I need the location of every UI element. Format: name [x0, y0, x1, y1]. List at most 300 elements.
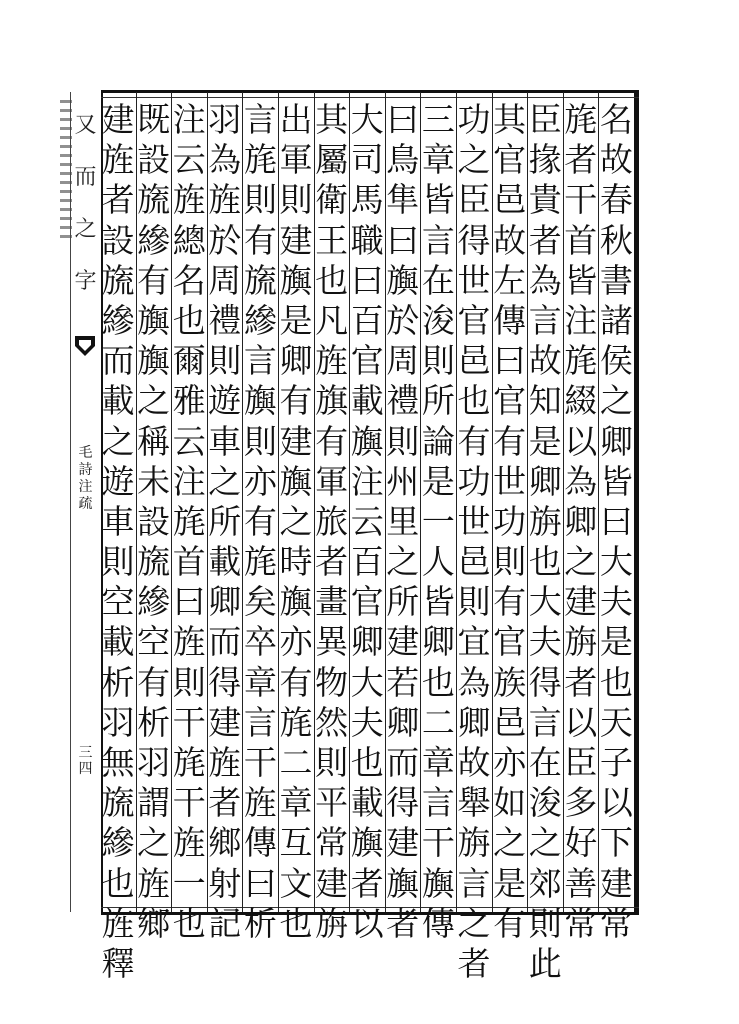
column-character: 馬: [350, 180, 384, 220]
column-character: 屬: [315, 140, 349, 180]
column-character: 縿: [243, 300, 277, 340]
gutter-top-character: 而: [74, 165, 97, 190]
column-character: 首: [564, 220, 598, 260]
column-character: 夫: [350, 702, 384, 742]
column-character: 百: [350, 542, 384, 582]
column-character: 卿: [528, 461, 562, 501]
column-character: 是: [279, 300, 313, 340]
column-character: 既: [137, 100, 171, 139]
column-character: 為: [457, 662, 491, 702]
column-character: 則: [493, 542, 527, 582]
column-character: 名: [172, 260, 206, 300]
column-character: 為: [564, 461, 598, 501]
column-character: 常: [564, 903, 598, 943]
column-character: 曰: [172, 582, 206, 622]
column-character: 縿: [137, 582, 171, 622]
column-character: 車: [208, 421, 242, 461]
column-character: 為: [528, 260, 562, 300]
column-character: 禮: [208, 300, 242, 340]
column-character: 無: [101, 743, 135, 782]
column-character: 設: [101, 220, 135, 260]
column-character: 大: [350, 662, 384, 702]
column-rule: [314, 92, 315, 912]
column-character: 卿: [208, 582, 242, 622]
column-character: 旟: [137, 300, 171, 340]
column-character: 時: [279, 542, 313, 582]
column-character: 綴: [564, 381, 598, 421]
column-character: 者: [101, 180, 135, 220]
column-character: 空: [101, 582, 135, 622]
column-character: 故: [493, 220, 527, 260]
column-character: 者: [350, 863, 384, 903]
column-character: 載: [101, 381, 135, 421]
column-character: 曰: [386, 220, 420, 260]
column-character: 以: [350, 903, 384, 943]
column-rule: [207, 92, 208, 912]
column-character: 司: [350, 140, 384, 180]
column-character: 有: [493, 421, 527, 461]
column-character: 云: [350, 501, 384, 541]
column-character: 云: [172, 140, 206, 180]
column-character: 浚: [421, 300, 455, 340]
column-character: 夫: [599, 582, 633, 622]
column-character: 名: [599, 100, 633, 139]
column-character: 旒: [137, 180, 171, 220]
column-character: 有: [457, 421, 491, 461]
column-character: 世: [457, 501, 491, 541]
column-character: 傳: [243, 823, 277, 863]
column-character: 則: [528, 903, 562, 943]
title-character: 注: [78, 479, 93, 495]
column-character: 之: [493, 823, 527, 863]
column-character: 官: [350, 582, 384, 622]
column-character: 旄: [564, 341, 598, 381]
column-character: 之: [457, 903, 491, 943]
column-character: 旟: [386, 260, 420, 300]
column-character: 在: [528, 743, 562, 782]
column-character: 皆: [564, 260, 598, 300]
column-character: 功: [457, 100, 491, 139]
column-character: 未: [137, 461, 171, 501]
column-character: 章: [279, 783, 313, 823]
column-character: 旌: [243, 783, 277, 823]
column-character: 得: [386, 783, 420, 823]
column-character: 邑: [457, 341, 491, 381]
column-character: 皆: [421, 582, 455, 622]
column-character: 遊: [208, 381, 242, 421]
column-character: 亦: [493, 743, 527, 782]
column-character: 旄: [564, 100, 598, 139]
column-character: 侯: [599, 341, 633, 381]
column-character: 總: [172, 220, 206, 260]
column-character: 者: [528, 220, 562, 260]
column-character: 有: [137, 662, 171, 702]
column-character: 秋: [599, 220, 633, 260]
column-character: 者: [457, 943, 491, 983]
column-character: 設: [137, 140, 171, 180]
column-character: 也: [315, 260, 349, 300]
column-character: 建: [386, 823, 420, 863]
column-character: 干: [421, 823, 455, 863]
column-character: 旟: [350, 421, 384, 461]
column-character: 言: [421, 220, 455, 260]
column-character: 言: [243, 702, 277, 742]
column-character: 建: [564, 582, 598, 622]
column-character: 設: [137, 501, 171, 541]
column-character: 者: [386, 903, 420, 943]
column-character: 隼: [386, 180, 420, 220]
column-character: 曰: [386, 100, 420, 139]
frame-inner-top-rule: [101, 97, 639, 98]
column-character: 則: [386, 421, 420, 461]
column-character: 以: [564, 421, 598, 461]
column-character: 卒: [243, 622, 277, 662]
column-character: 以: [599, 783, 633, 823]
column-character: 旄: [172, 743, 206, 782]
column-character: 皆: [599, 461, 633, 501]
column-character: 得: [528, 662, 562, 702]
column-character: 旗: [315, 381, 349, 421]
column-character: 所: [421, 381, 455, 421]
column-character: 旌: [101, 140, 135, 180]
column-character: 旌: [208, 180, 242, 220]
column-character: 旒: [137, 542, 171, 582]
column-character: 注: [172, 461, 206, 501]
column-character: 有: [279, 662, 313, 702]
column-character: 干: [172, 702, 206, 742]
column-character: 有: [279, 381, 313, 421]
column-character: 之: [137, 381, 171, 421]
column-rule: [527, 92, 528, 912]
column-character: 為: [208, 140, 242, 180]
column-character: 出: [279, 100, 313, 139]
column-character: 旟: [243, 381, 277, 421]
column-character: 爾: [172, 341, 206, 381]
column-character: 之: [101, 421, 135, 461]
column-character: 宜: [457, 622, 491, 662]
column-character: 多: [564, 783, 598, 823]
column-character: 異: [315, 622, 349, 662]
column-character: 亦: [243, 461, 277, 501]
column-character: 曰: [350, 260, 384, 300]
column-character: 在: [421, 260, 455, 300]
column-character: 大: [350, 100, 384, 139]
column-character: 卿: [350, 622, 384, 662]
column-character: 析: [101, 662, 135, 702]
column-character: 干: [243, 743, 277, 782]
column-character: 此: [528, 943, 562, 983]
column-rule: [492, 92, 493, 912]
column-character: 好: [564, 823, 598, 863]
column-character: 建: [386, 622, 420, 662]
column-character: 之: [137, 823, 171, 863]
column-character: 世: [457, 260, 491, 300]
column-character: 旟: [279, 260, 313, 300]
column-character: 則: [208, 341, 242, 381]
column-character: 旌: [101, 903, 135, 943]
column-character: 子: [599, 743, 633, 782]
column-character: 旄: [172, 501, 206, 541]
column-character: 稱: [137, 421, 171, 461]
column-character: 大: [528, 582, 562, 622]
column-character: 邑: [457, 542, 491, 582]
column-character: 然: [315, 702, 349, 742]
column-character: 旒: [243, 260, 277, 300]
column-character: 王: [315, 220, 349, 260]
column-character: 舉: [457, 783, 491, 823]
column-character: 天: [599, 702, 633, 742]
column-character: 析: [243, 903, 277, 943]
column-character: 建: [279, 421, 313, 461]
column-character: 建: [101, 100, 135, 139]
column-character: 旒: [101, 783, 135, 823]
title-character: 疏: [78, 496, 93, 512]
column-character: 旟: [350, 823, 384, 863]
column-character: 也: [101, 863, 135, 903]
column-character: 章: [421, 140, 455, 180]
column-character: 旟: [279, 461, 313, 501]
column-character: 郊: [528, 863, 562, 903]
column-character: 軍: [315, 461, 349, 501]
column-character: 周: [208, 260, 242, 300]
column-character: 則: [172, 662, 206, 702]
column-character: 注: [350, 461, 384, 501]
column-character: 所: [208, 501, 242, 541]
column-character: 記: [208, 903, 242, 943]
column-character: 者: [564, 662, 598, 702]
column-rule: [420, 92, 421, 912]
column-character: 言: [528, 702, 562, 742]
column-character: 雅: [172, 381, 206, 421]
column-character: 建: [208, 702, 242, 742]
column-character: 卿: [421, 622, 455, 662]
column-character: 也: [172, 903, 206, 943]
column-character: 遊: [101, 461, 135, 501]
column-character: 也: [279, 903, 313, 943]
column-character: 人: [421, 542, 455, 582]
column-character: 里: [386, 501, 420, 541]
column-character: 注: [564, 300, 598, 340]
column-character: 世: [493, 461, 527, 501]
column-character: 載: [350, 783, 384, 823]
column-character: 功: [493, 501, 527, 541]
column-character: 旌: [315, 341, 349, 381]
column-character: 羽: [208, 100, 242, 139]
column-character: 旄: [279, 702, 313, 742]
column-character: 周: [386, 341, 420, 381]
column-character: 也: [421, 662, 455, 702]
column-character: 旟: [386, 863, 420, 903]
column-character: 臣: [564, 743, 598, 782]
column-character: 者: [315, 542, 349, 582]
column-rule: [278, 92, 279, 912]
column-character: 所: [386, 582, 420, 622]
column-character: 皆: [421, 180, 455, 220]
column-rule: [456, 92, 457, 912]
column-character: 春: [599, 180, 633, 220]
column-character: 旄: [243, 140, 277, 180]
column-character: 縿: [101, 823, 135, 863]
column-character: 矣: [243, 582, 277, 622]
column-character: 羽: [101, 702, 135, 742]
column-character: 也: [457, 381, 491, 421]
column-character: 一: [421, 501, 455, 541]
column-character: 空: [137, 622, 171, 662]
column-character: 干: [564, 180, 598, 220]
column-character: 卿: [599, 421, 633, 461]
column-character: 旒: [101, 260, 135, 300]
column-character: 常: [315, 823, 349, 863]
column-character: 旄: [243, 542, 277, 582]
column-character: 左: [493, 260, 527, 300]
column-character: 旌: [137, 863, 171, 903]
column-character: 言: [421, 783, 455, 823]
column-character: 有: [243, 501, 277, 541]
column-character: 之: [599, 381, 633, 421]
title-character: 詩: [78, 462, 93, 478]
column-character: 是: [528, 421, 562, 461]
column-character: 卿: [457, 702, 491, 742]
column-character: 大: [599, 542, 633, 582]
column-character: 官: [493, 140, 527, 180]
column-character: 知: [528, 381, 562, 421]
column-character: 二: [279, 743, 313, 782]
gutter-top-character: 之: [74, 217, 97, 242]
column-character: 臣: [457, 180, 491, 220]
column-character: 其: [315, 100, 349, 139]
column-character: 以: [564, 702, 598, 742]
column-character: 羽: [137, 743, 171, 782]
column-character: 官: [350, 341, 384, 381]
column-character: 曰: [243, 863, 277, 903]
column-character: 貴: [528, 180, 562, 220]
column-character: 職: [350, 220, 384, 260]
column-character: 則: [421, 341, 455, 381]
column-character: 傳: [421, 903, 455, 943]
column-character: 也: [528, 542, 562, 582]
column-character: 也: [599, 662, 633, 702]
column-character: 夫: [528, 622, 562, 662]
page-number-character: 三: [78, 745, 93, 761]
column-character: 有: [243, 220, 277, 260]
column-character: 論: [421, 421, 455, 461]
column-character: 而: [386, 743, 420, 782]
column-character: 官: [493, 622, 527, 662]
column-character: 鳥: [386, 140, 420, 180]
gutter-top-character: 又: [74, 113, 97, 138]
column-character: 言: [243, 341, 277, 381]
column-character: 謂: [137, 783, 171, 823]
column-character: 平: [315, 783, 349, 823]
column-character: 一: [172, 863, 206, 903]
column-character: 有: [137, 260, 171, 300]
column-character: 章: [243, 662, 277, 702]
column-character: 旟: [137, 341, 171, 381]
column-character: 旃: [457, 823, 491, 863]
column-character: 云: [172, 421, 206, 461]
column-character: 之: [528, 823, 562, 863]
column-character: 浚: [528, 783, 562, 823]
column-character: 卿: [386, 702, 420, 742]
column-rule: [136, 92, 137, 912]
column-character: 載: [350, 381, 384, 421]
column-character: 曰: [599, 501, 633, 541]
column-character: 卿: [564, 501, 598, 541]
gutter-top-character: 字: [74, 269, 97, 294]
column-character: 旃: [564, 622, 598, 662]
column-character: 官: [457, 300, 491, 340]
column-character: 故: [528, 341, 562, 381]
column-character: 掾: [528, 140, 562, 180]
column-character: 建: [279, 220, 313, 260]
column-character: 凡: [315, 300, 349, 340]
column-character: 析: [137, 702, 171, 742]
column-character: 旃: [528, 501, 562, 541]
column-character: 百: [350, 300, 384, 340]
column-rule: [563, 92, 564, 912]
column-character: 言: [528, 300, 562, 340]
column-character: 旌: [172, 622, 206, 662]
column-character: 故: [599, 140, 633, 180]
column-character: 鄉: [208, 823, 242, 863]
column-character: 也: [350, 743, 384, 782]
column-character: 於: [386, 300, 420, 340]
column-character: 曰: [493, 341, 527, 381]
column-character: 干: [172, 783, 206, 823]
column-character: 互: [279, 823, 313, 863]
column-character: 旌: [172, 180, 206, 220]
column-character: 是: [421, 461, 455, 501]
column-character: 而: [208, 622, 242, 662]
column-character: 首: [172, 542, 206, 582]
column-character: 軍: [279, 140, 313, 180]
column-character: 之: [386, 542, 420, 582]
title-character: 毛: [78, 445, 93, 461]
column-character: 邑: [493, 702, 527, 742]
column-character: 其: [493, 100, 527, 139]
column-character: 旌: [172, 823, 206, 863]
column-character: 有: [493, 582, 527, 622]
column-character: 旟: [421, 863, 455, 903]
column-character: 禮: [386, 381, 420, 421]
text-column-15: [90, 100, 146, 983]
column-character: 物: [315, 662, 349, 702]
column-character: 注: [172, 100, 206, 139]
column-rule: [598, 92, 599, 912]
column-character: 諸: [599, 300, 633, 340]
column-character: 者: [208, 783, 242, 823]
column-character: 建: [599, 863, 633, 903]
column-character: 州: [386, 461, 420, 501]
column-character: 文: [279, 863, 313, 903]
column-character: 三: [421, 100, 455, 139]
column-rule: [349, 92, 350, 912]
column-character: 是: [599, 622, 633, 662]
column-character: 邑: [493, 180, 527, 220]
column-character: 則: [315, 743, 349, 782]
column-character: 之: [457, 140, 491, 180]
column-character: 旌: [208, 743, 242, 782]
column-character: 旅: [315, 501, 349, 541]
column-character: 之: [564, 542, 598, 582]
column-character: 得: [208, 662, 242, 702]
column-character: 也: [172, 300, 206, 340]
column-character: 言: [457, 863, 491, 903]
column-character: 載: [208, 542, 242, 582]
column-character: 得: [457, 220, 491, 260]
column-character: 之: [208, 461, 242, 501]
column-character: 鄉: [137, 903, 171, 943]
